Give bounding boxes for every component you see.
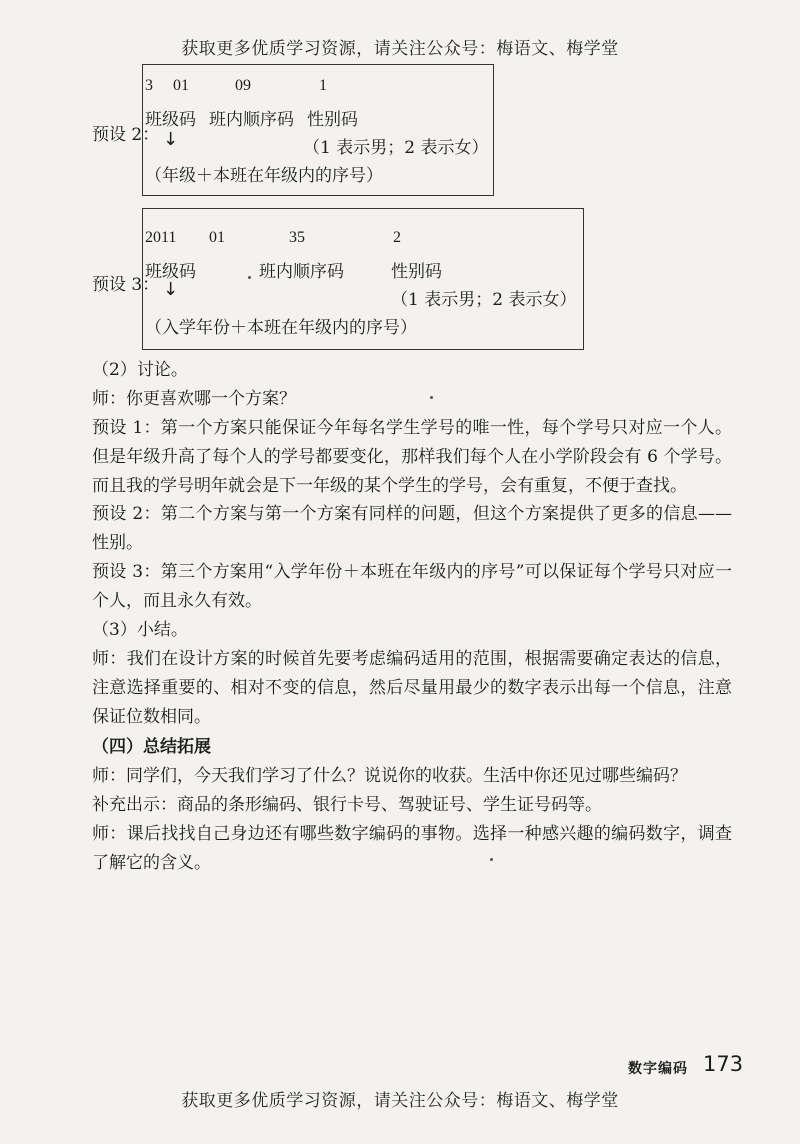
paragraph-preset2-answer: 预设 2：第二个方案与第一个方案有同样的问题，但这个方案提供了更多的信息——性别。 <box>92 504 732 553</box>
preset3-digit-class: 01 <box>209 229 225 246</box>
paragraph-homework: 师：课后找找自己身边还有哪些数字编码的事物。选择一种感兴趣的编码数字，调查了解它的含义。 <box>92 824 732 873</box>
scan-speck <box>430 396 433 399</box>
paragraph-preset1-answer: 预设 1：第一个方案只能保证今年每名学生学号的唯一性，每个学号只对应一个人。但是年级升高了每个人的学号都要变化，那样我们每个人在小学阶段会有 6 个学号。而且我的学号明年就会是下一年级的某个学生的学号，会有重复，不便于查找。 <box>92 418 732 496</box>
paragraph-discussion-heading: （2）讨论。 <box>92 360 188 380</box>
section-heading-wrapup: （四）总结拓展 <box>92 737 211 757</box>
paragraph-supplement: 补充出示：商品的条形编码、银行卡号、驾驶证号、学生证号码等。 <box>92 795 602 815</box>
preset3-digit-gender: 2 <box>393 229 401 246</box>
preset2-label: 预设 2： <box>92 125 160 145</box>
preset3-name-order: 班内顺序码 <box>259 262 344 282</box>
preset3-arrow-icon: ↓ <box>163 279 179 300</box>
preset2-name-order: 班内顺序码 <box>209 110 294 130</box>
paragraph-teacher-question: 师：你更喜欢哪一个方案？ <box>92 389 296 409</box>
watermark-top: 获取更多优质学习资源，请关注公众号：梅语文、梅学堂 <box>181 39 619 59</box>
preset2-box <box>142 64 494 196</box>
preset2-name-gender: 性别码 <box>307 110 358 130</box>
page-number: 173 <box>703 1052 744 1076</box>
preset3-class-note: （入学年份＋本班在年级内的序号） <box>145 318 417 338</box>
preset3-digit-year: 2011 <box>145 229 177 246</box>
preset3-name-gender: 性别码 <box>391 262 442 282</box>
preset3-name-class: 班级码 <box>145 262 196 282</box>
preset2-class-note: （年级＋本班在年级内的序号） <box>145 166 383 186</box>
preset2-digit-gender: 1 <box>319 77 327 94</box>
paragraph-summary-heading: （3）小结。 <box>92 620 188 640</box>
preset2-digit-class: 01 <box>173 77 189 94</box>
preset3-digit-order: 35 <box>289 229 305 246</box>
paragraph-teacher-reflection: 师：同学们，今天我们学习了什么？说说你的收获。生活中你还见过哪些编码？ <box>92 766 687 786</box>
preset2-digit-order: 09 <box>235 77 251 94</box>
paragraph-preset3-answer: 预设 3：第三个方案用“入学年份＋本班在年级内的序号”可以保证每个学号只对应一个人，而且永久有效。 <box>92 562 732 611</box>
scan-speck <box>248 276 251 279</box>
preset2-arrow-icon: ↓ <box>163 129 179 150</box>
preset3-gender-note: （1 表示男；2 表示女） <box>391 290 577 310</box>
paragraph-teacher-summary: 师：我们在设计方案的时候首先要考虑编码适用的范围，根据需要确定表达的信息，注意选择重要的、相对不变的信息，然后尽量用最少的数字表示出每一个信息，注意保证位数相同。 <box>92 649 732 727</box>
scan-speck <box>490 858 493 861</box>
preset2-digit-grade: 3 <box>145 77 153 94</box>
footer-section-title: 数字编码 <box>628 1061 688 1077</box>
watermark-bottom: 获取更多优质学习资源，请关注公众号：梅语文、梅学堂 <box>181 1091 619 1111</box>
preset3-label: 预设 3： <box>92 275 160 295</box>
preset3-box <box>142 208 584 350</box>
preset2-gender-note: （1 表示男；2 表示女） <box>303 138 489 158</box>
preset2-name-class: 班级码 <box>145 110 196 130</box>
